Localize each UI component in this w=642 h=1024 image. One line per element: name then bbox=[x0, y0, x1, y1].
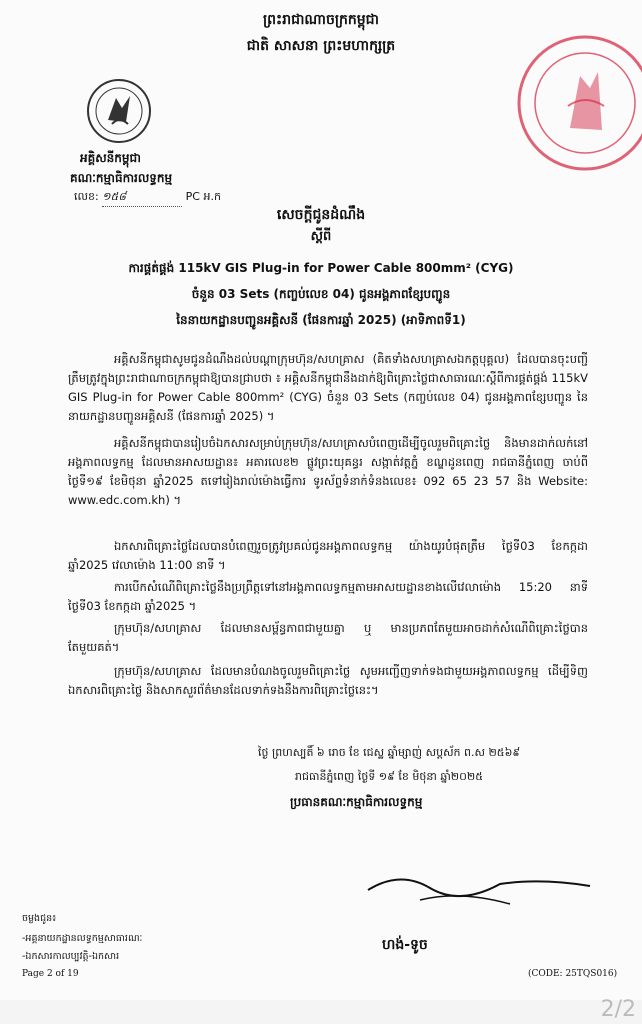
lunar-date: ថ្ងៃ ព្រហស្បតិ៍ ៦ រោច ខែ ជេស្ឋ ឆ្នាំម្សាញ់ សប្តស័ក ព.ស ២៥៦៩ bbox=[258, 746, 521, 759]
notice-line-3: នៃនាយកដ្ឋានបញ្ជូនអគ្គិសនី (ផែនការឆ្នាំ 2025) (អាទិភាពទី1) bbox=[176, 313, 466, 327]
paragraph-2: អគ្គិសនីកម្ពុជាបានរៀបចំឯកសារសម្រាប់ក្រុមហ៊ុន/សហគ្រាសបំពេញដើម្បីចូលរួមពិគ្រោះថ្លៃ និងមានដាក់លក់នៅអង្គភាពលទ្ធកម្ម ដែលមានអាសយដ្ឋាន៖ អគារលេខ២ ផ្លូវព្រះយុគន្ធរ សង្កាត់វត្តភ្នំ ខណ្ឌដូនពេញ រាជធានីភ្នំពេញ ចាប់ពីថ្ងៃទី១៩ ខែមិថុនា ឆ្នាំ2025 តទៅរៀងរាល់ម៉ោងធ្វើការ ទូរស័ព្ទទំនាក់ទំនងលេខ៖ 092 65 23 57 និង Website: www.edc.com.kh) ។ bbox=[68, 436, 588, 507]
paragraph-3: ឯកសារពិគ្រោះថ្លៃដែលបានបំពេញរួចត្រូវប្រគល់ជូនអង្គភាពលទ្ធកម្ម យ៉ាងយូរបំផុតត្រឹម ថ្ងៃទី03 ខែកក្កដា ឆ្នាំ2025 វេលាម៉ោង 11:00 នាទី ។ bbox=[68, 539, 588, 572]
cc-title: ចម្លងជូន៖ bbox=[22, 913, 57, 924]
paragraph-6: ក្រុមហ៊ុន/សហគ្រាស ដែលមានបំណងចូលរួមពិគ្រោះថ្លៃ សូមអញ្ជើញទាក់ទងជាមួយអង្គភាពលទ្ធកម្ម ដើម្បីទិញ ឯកសារពិគ្រោះថ្លៃ និងសាកសួរព័ត៌មានដែលទាក់ទងនឹងការពិគ្រោះថ្លៃនេះ។ bbox=[68, 664, 588, 697]
committee-name: គណៈកម្មាធិការលទ្ធកម្ម bbox=[70, 171, 173, 185]
paragraph-4: ការបើកសំណើពិគ្រោះថ្លៃនឹងប្រព្រឹត្តទៅនៅអង្គភាពលទ្ធកម្មតាមអាសយដ្ឋានខាងលើវេលាម៉ោង 15:20 នាទី ថ្ងៃទី03 ខែកក្កដា ឆ្នាំ2025 ។ bbox=[68, 580, 588, 613]
document-code: (CODE: 25TQS016) bbox=[528, 969, 618, 979]
kingdom-title: ព្រះរាជាណាចក្រកម្ពុជា bbox=[262, 12, 379, 28]
cc-item-2: -ឯកសារកាលប្បវត្តិ-ឯកសារ bbox=[22, 951, 120, 962]
viewer-page-indicator: 2/2 bbox=[600, 997, 636, 1022]
paragraph-5: ក្រុមហ៊ុន/សហគ្រាស ដែលមានសម្ព័ន្ធភាពជាមួយគ្នា ឬ មានប្រភពតែមួយអាចដាក់សំណើពិគ្រោះថ្លៃបានតែមួយគត់។ bbox=[68, 621, 588, 654]
org-name: អគ្គិសនីកម្ពុជា bbox=[80, 151, 141, 165]
official-stamp bbox=[510, 28, 642, 178]
ref-number: ១៥៨ bbox=[102, 190, 182, 207]
edc-logo bbox=[86, 78, 152, 144]
notice-title: សេចក្តីជូនដំណឹង bbox=[276, 207, 366, 223]
signer-name: ហង់-ទូច bbox=[382, 937, 428, 953]
ref-suffix: PC អ.ក bbox=[185, 190, 221, 203]
handwritten-signature bbox=[360, 860, 600, 924]
signer-title: ប្រធានគណៈកម្មាធិការលទ្ធកម្ម bbox=[290, 795, 423, 809]
notice-line-2: ចំនួន 03 Sets (កញ្ចប់លេខ 04) ជូនអង្គភាពខ្សែបញ្ជូន bbox=[191, 287, 451, 301]
page-footer: Page 2 of 19 bbox=[22, 969, 79, 979]
notice-subtitle: ស្តីពី bbox=[310, 229, 332, 244]
solar-date: រាជធានីភ្នំពេញ ថ្ងៃទី ១៩ ខែ មិថុនា ឆ្នាំ២០២៥ bbox=[295, 770, 484, 783]
national-motto: ជាតិ សាសនា ព្រះមហាក្សត្រ bbox=[246, 38, 396, 54]
ref-label: លេខ: bbox=[74, 190, 99, 203]
notice-line-1: ការផ្គត់ផ្គង់ 115kV GIS Plug-in for Power Cable 800mm² (CYG) bbox=[128, 261, 514, 275]
cc-item-1: -អគ្គនាយកដ្ឋានលទ្ធកម្មសាធារណៈ bbox=[22, 933, 143, 944]
paragraph-1: អគ្គិសនីកម្ពុជាសូមជូនដំណឹងដល់បណ្តាក្រុមហ៊ុន/សហគ្រាស (គិតទាំងសហគ្រាសឯកត្តបុគ្គល) ដែលបានចុះបញ្ជីត្រឹមត្រូវក្នុងព្រះរាជាណាចក្រកម្ពុជាឱ្យបានជ្រាបថា ៖ អគ្គិសនីកម្ពុជានឹងដាក់ឱ្យពិគ្រោះថ្លៃជាសាធារណៈស្តីពីការផ្គត់ផ្គង់ 115kV GIS Plug-in for Power Cable 800mm² (CYG) ចំនួន 03 Sets (កញ្ចប់លេខ 04) ជូនអង្គភាពខ្សែបញ្ជូន នៃនាយកដ្ឋានបញ្ជូនអគ្គិសនី (ផែនការឆ្នាំ 2025) ។ bbox=[68, 352, 588, 423]
